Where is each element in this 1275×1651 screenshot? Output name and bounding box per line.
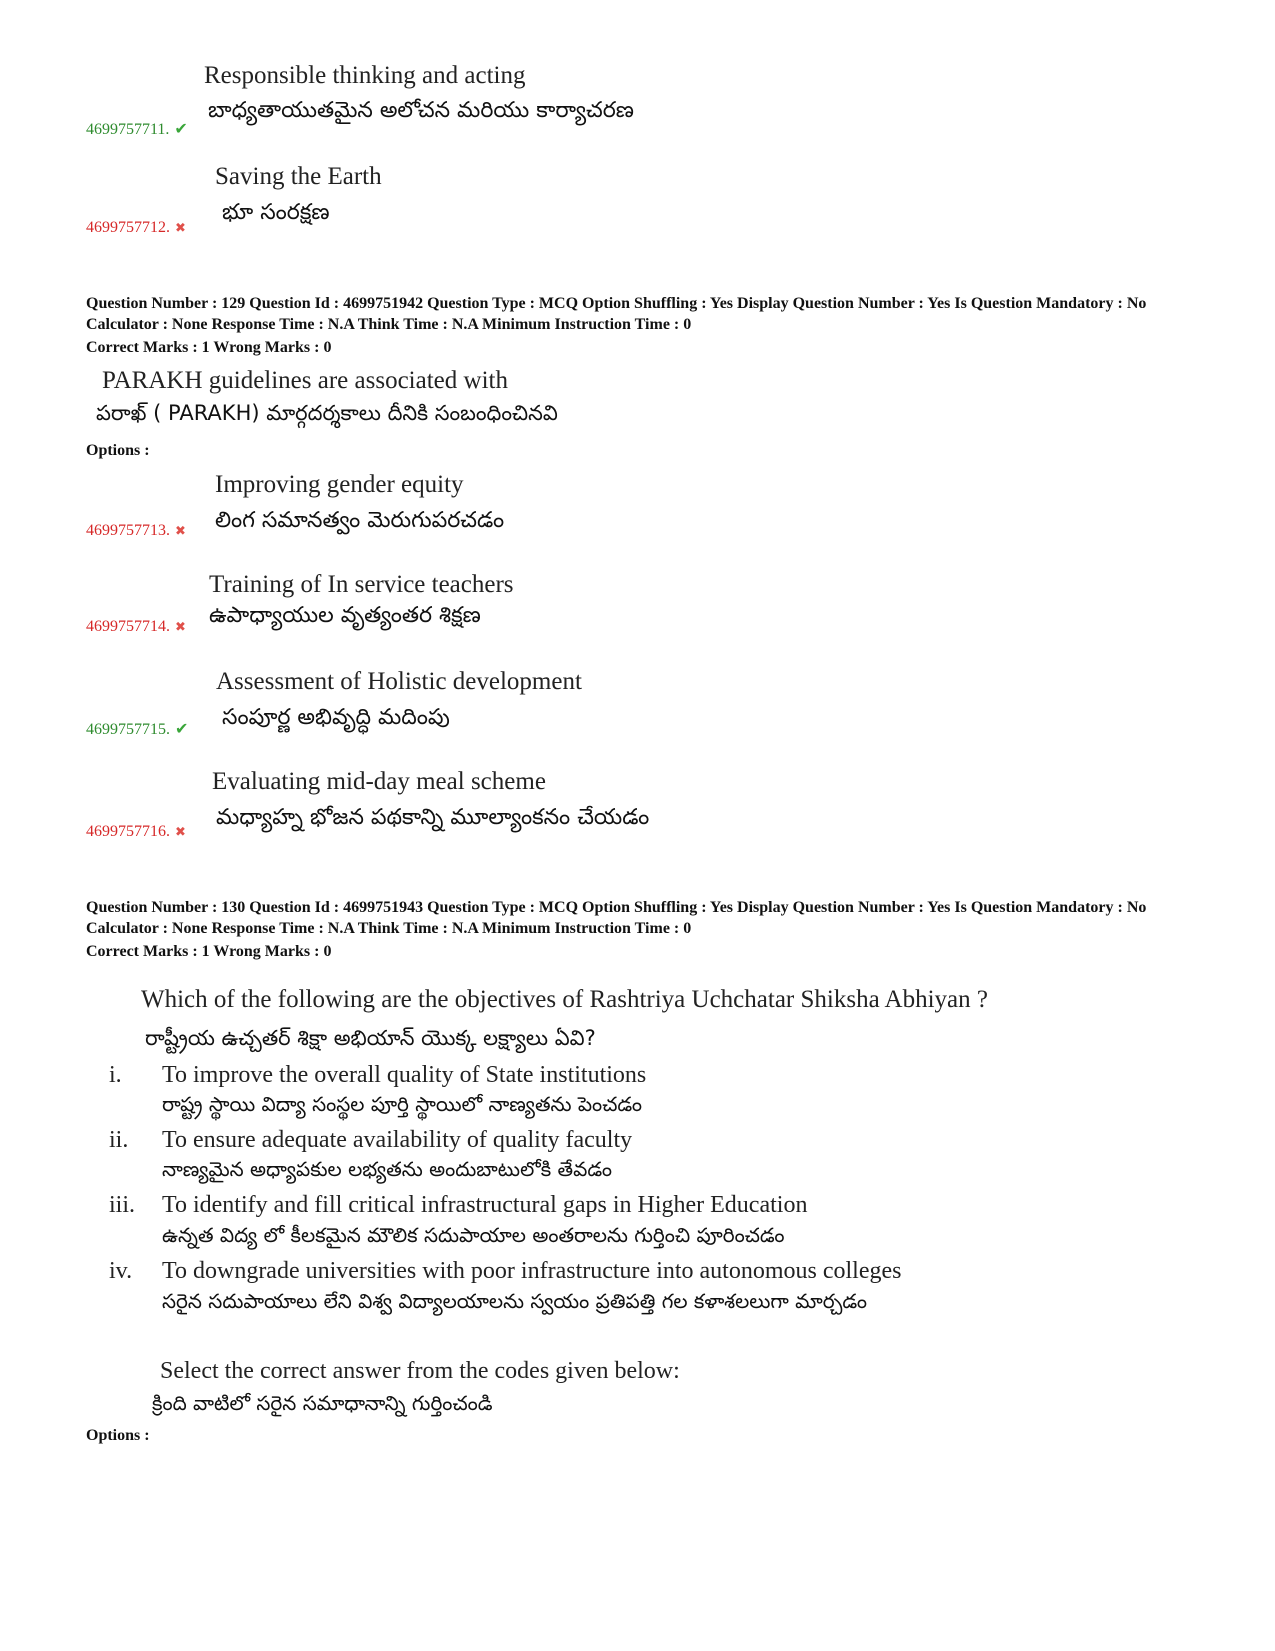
cross-icon: ✖: [175, 221, 186, 236]
option-15-id: 4699757715. ✔: [86, 719, 189, 738]
option-11-id: 4699757711. ✔: [86, 119, 188, 138]
option-13-telugu: లింగ సమానత్వం మెరుగుపరచడం: [215, 508, 505, 533]
option-15-telugu: సంపూర్ణ అభివృద్ధి మదింపు: [222, 705, 450, 730]
q130-item-3-number: iii.: [109, 1192, 136, 1218]
q130-item-3-telugu: ఉన్నత విద్య లో కీలకమైన మౌలిక సదుపాయాల అంతరాలను గుర్తించి పూరించడం: [162, 1223, 785, 1247]
q130-options-label: Options :: [86, 1427, 150, 1444]
cross-icon: ✖: [175, 524, 186, 539]
check-icon: ✔: [175, 719, 189, 738]
q130-item-4-telugu: సరైన సదుపాయాలు లేని విశ్వ విద్యాలయాలను స్వయం ప్రతిపత్తి గల కళాశలలుగా మార్చడం: [162, 1289, 867, 1313]
option-13-english: Improving gender equity: [215, 471, 464, 498]
q130-item-2-english: To ensure adequate availability of quality faculty: [162, 1127, 633, 1153]
option-11-telugu: బాధ్యతాయుతమైన అలోచన మరియు కార్యాచరణ: [208, 98, 634, 123]
option-12-telugu: భూ సంరక్షణ: [222, 200, 330, 225]
option-12-english: Saving the Earth: [215, 163, 382, 190]
option-12-id: 4699757712. ✖: [86, 219, 186, 236]
q130-select-english: Select the correct answer from the codes given below:: [160, 1358, 680, 1384]
q130-item-4-number: iv.: [109, 1258, 133, 1284]
q129-question-telugu: పరాఖ్ ( PARAKH) మార్గదర్శకాలు దీనికి సంబంధించినవి: [96, 401, 558, 425]
option-11-english: Responsible thinking and acting: [204, 62, 526, 89]
option-14-telugu: ఉపాధ్యాయుల వృత్యంతర శిక్షణ: [209, 603, 481, 628]
q130-marks: Correct Marks : 1 Wrong Marks : 0: [86, 943, 332, 960]
check-icon: ✔: [174, 119, 188, 138]
cross-icon: ✖: [175, 825, 186, 840]
q130-item-1-english: To improve the overall quality of State institutions: [162, 1062, 647, 1088]
option-14-english: Training of In service teachers: [209, 571, 514, 598]
q130-question-telugu: రాష్ట్రీయ ఉచ్చతర్ శిక్షా అభియాన్ యొక్క లక్ష్యాలు ఏవి?: [145, 1026, 596, 1050]
q129-options-label: Options :: [86, 442, 150, 459]
q129-marks: Correct Marks : 1 Wrong Marks : 0: [86, 339, 332, 356]
q130-item-4-english: To downgrade universities with poor infrastructure into autonomous colleges: [162, 1258, 902, 1284]
option-15-english: Assessment of Holistic development: [216, 668, 582, 695]
q130-select-telugu: క్రింది వాటిలో సరైన సమాధానాన్ని గుర్తించండి: [152, 1391, 493, 1415]
q130-item-3-english: To identify and fill critical infrastructural gaps in Higher Education: [162, 1192, 808, 1218]
q129-question-english: PARAKH guidelines are associated with: [102, 367, 508, 394]
option-14-id: 4699757714. ✖: [86, 618, 186, 635]
q130-item-2-telugu: నాణ్యమైన అధ్యాపకుల లభ్యతను అందుబాటులోకి తేవడం: [162, 1157, 612, 1181]
option-16-telugu: మధ్యాహ్న భోజన పథకాన్ని మూల్యాంకనం చేయడం: [216, 805, 650, 830]
option-16-id: 4699757716. ✖: [86, 823, 186, 840]
option-16-english: Evaluating mid-day meal scheme: [212, 768, 546, 795]
option-13-id: 4699757713. ✖: [86, 522, 186, 539]
q130-question-english: Which of the following are the objectives of Rashtriya Uchchatar Shiksha Abhiyan ?: [141, 986, 988, 1013]
q129-meta: Question Number : 129 Question Id : 4699751942 Question Type : MCQ Option Shuffling : Yes Display Question Number : Yes Is Question Mandatory : No Calculator : None Response Time : N.A Think Time : N.A Minimum Instruction Time : 0: [86, 295, 1147, 333]
q130-item-1-telugu: రాష్ట్ర స్థాయి విద్యా సంస్థల పూర్తి స్థాయిలో నాణ్యతను పెంచడం: [162, 1092, 643, 1116]
q130-item-2-number: ii.: [109, 1127, 129, 1153]
q130-meta: Question Number : 130 Question Id : 4699751943 Question Type : MCQ Option Shuffling : Yes Display Question Number : Yes Is Question Mandatory : No Calculator : None Response Time : N.A Think Time : N.A Minimum Instruction Time : 0: [86, 899, 1147, 937]
cross-icon: ✖: [175, 620, 186, 635]
q130-item-1-number: i.: [109, 1062, 122, 1088]
